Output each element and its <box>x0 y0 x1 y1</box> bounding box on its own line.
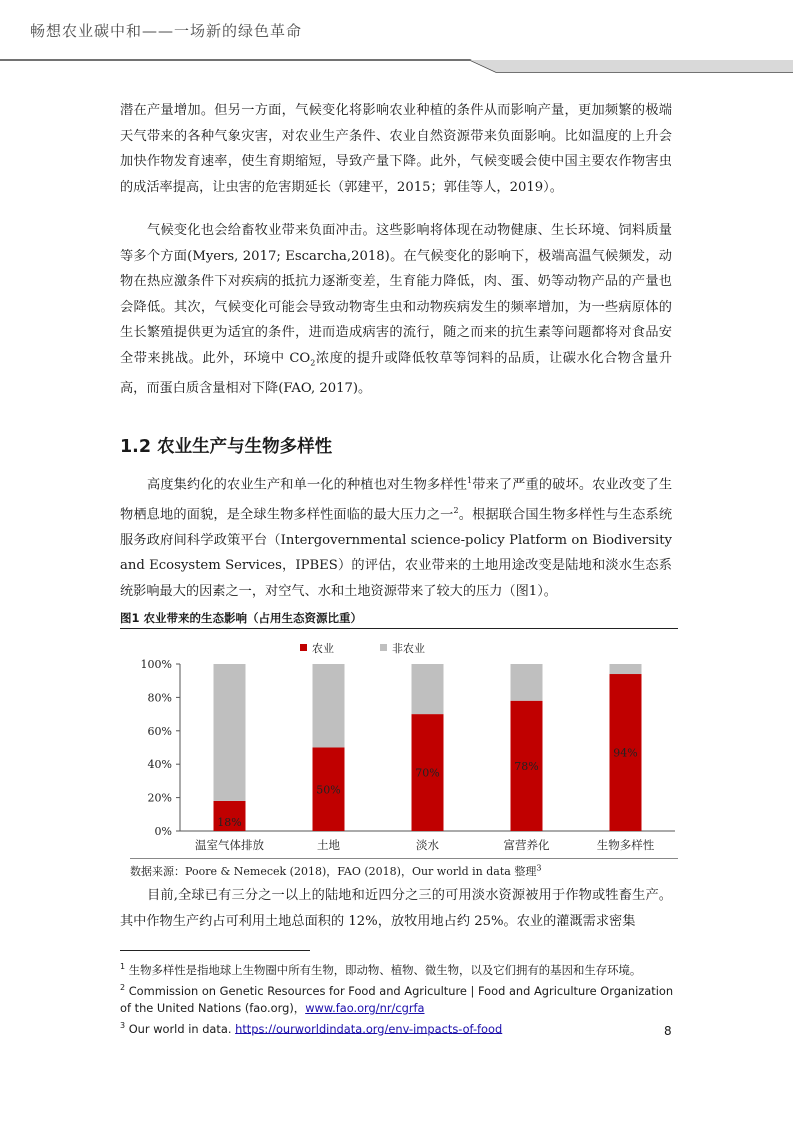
figure-caption: 图1 农业带来的生态影响（占用生态资源比重） <box>120 610 678 629</box>
data-label: 70% <box>415 766 440 780</box>
footnote-number: 3 <box>120 1020 126 1030</box>
paragraph-3-text-b: 带来了严重的破坏。农业改变了生物栖息地的面貌，是全球生物多样性面临的最大压力之一 <box>120 477 673 523</box>
paragraph-3-text-c: 。根据联合国生物多样性与生态系统服务政府间科学政策平台（Intergovernmental science-policy Platform on Biodiversity and Ecosystem Services，IPBES）的评估，农业带来的土地用途改变是陆地和淡水生态系统影响最大的因素之一，对空气、水和土地资源带来了较大的压力（图1）。 <box>120 507 673 599</box>
footnote-link[interactable]: www.fao.org/nr/cgrfa <box>305 1000 425 1015</box>
data-label: 18% <box>217 815 242 829</box>
footnote-2 <box>120 979 680 1017</box>
header-rule <box>0 0 793 75</box>
legend-label: 农业 <box>312 642 334 655</box>
bar-segment <box>412 664 444 714</box>
y-tick-label: 20% <box>147 791 172 805</box>
paragraph-3-text-a: 高度集约化的农业生产和单一化的种植也对生物多样性 <box>147 477 467 493</box>
footnote-ref-2[interactable]: 2 <box>453 505 459 515</box>
footnote-3 <box>120 1017 680 1038</box>
y-tick-label: 100% <box>140 658 172 671</box>
footnote-1 <box>120 958 680 979</box>
paragraph-2-text-a: 气候变化也会给畜牧业带来负面冲击。这些影响将体现在动物健康、生长环境、饲料质量等多个方面(Myers, 2017; Escarcha,2018)。在气候变化的影响下，极端高温气候频发，动物在热应激条件下对疾病的抵抗力逐渐变差，生育能力降低，肉、蛋、奶等动物产品的产量也会降低。其次，气候变化可能会导致动物寄生虫和动物疾病发生的频率增加，为一些病原体的生长繁殖提供更为适宜的条件，进而造成病害的流行，随之而来的抗生素等问题都将对食品安全带来挑战。此外，环境中 CO <box>120 223 672 366</box>
paragraph-3 <box>120 468 672 604</box>
footnote-ref-1[interactable]: 1 <box>466 476 473 485</box>
y-tick-label: 0% <box>154 825 172 838</box>
legend-label: 非农业 <box>392 642 425 655</box>
footnote-divider <box>120 950 310 951</box>
bar-segment <box>313 664 345 748</box>
section-heading: 1.2 农业生产与生物多样性 <box>120 437 333 457</box>
footnote-text: Our world in data. <box>128 1021 232 1036</box>
paragraph-2 <box>120 218 672 401</box>
data-label: 50% <box>316 783 341 797</box>
footnotes <box>120 958 680 1037</box>
x-tick-label: 生物多样性 <box>596 838 655 852</box>
footnote-text: 生物多样性是指地球上生物圈中所有生物，即动物、植物、微生物，以及它们拥有的基因和生存环境。 <box>128 962 642 977</box>
paragraph-1: 潜在产量增加。但另一方面，气候变化将影响农业种植的条件从而影响产量，更加频繁的极端天气带来的各种气象灾害，对农业生产条件、农业自然资源带来负面影响。比如温度的上升会加快作物发育速率，使生育期缩短，导致产量下降。此外，气候变暖会使中国主要农作物害虫的成活率提高，让虫害的危害期延长（郭建平，2015；郭佳等人，2019）。 <box>120 103 672 195</box>
data-label: 94% <box>613 746 638 760</box>
y-tick-label: 60% <box>147 724 172 738</box>
page-number: 8 <box>664 1024 672 1038</box>
header-title: 畅想农业碳中和——一场新的绿色革命 <box>30 22 303 40</box>
legend-swatch <box>380 644 387 651</box>
figure-source-text: 数据来源：Poore & Nemecek (2018)，FAO (2018)，Our world in data 整理 <box>130 865 537 878</box>
stacked-bar-chart <box>120 632 680 858</box>
bar-segment <box>610 664 642 674</box>
footnote-link[interactable]: https://ourworldindata.org/env-impacts-of-food <box>235 1021 503 1036</box>
footnote-number: 1 <box>120 962 126 971</box>
x-tick-label: 淡水 <box>416 838 439 852</box>
footnote-ref-3[interactable]: 3 <box>536 863 542 873</box>
footnote-number: 2 <box>120 982 126 992</box>
x-tick-label: 土地 <box>317 838 340 852</box>
data-label: 78% <box>514 759 539 773</box>
paragraph-2-text-b: 浓度的提升或降低牧草等饲料的品质，让碳水化合物含量升高，而蛋白质含量相对下降(FAO, 2017)。 <box>120 350 673 396</box>
bar-segment <box>214 664 246 801</box>
bar-segment <box>511 664 543 701</box>
x-tick-label: 温室气体排放 <box>195 838 264 852</box>
y-tick-label: 80% <box>147 691 172 705</box>
x-tick-label: 富营养化 <box>503 838 550 852</box>
y-tick-label: 40% <box>147 758 172 772</box>
co2-subscript: 2 <box>310 358 316 368</box>
page-header <box>0 0 793 70</box>
figure-source <box>130 858 678 879</box>
legend-swatch <box>300 644 307 651</box>
footnote-text: Commission on Genetic Resources for Food and Agriculture | Food and Agriculture Organization of the United Nations (fao.org)， <box>120 983 674 1015</box>
paragraph-4: 目前,全球已有三分之一以上的陆地和近四分之三的可用淡水资源被用于作物或牲畜生产。其中作物生产约占可利用土地总面积的 12%，放牧用地占约 25%。农业的灌溉需求密集 <box>120 888 672 929</box>
